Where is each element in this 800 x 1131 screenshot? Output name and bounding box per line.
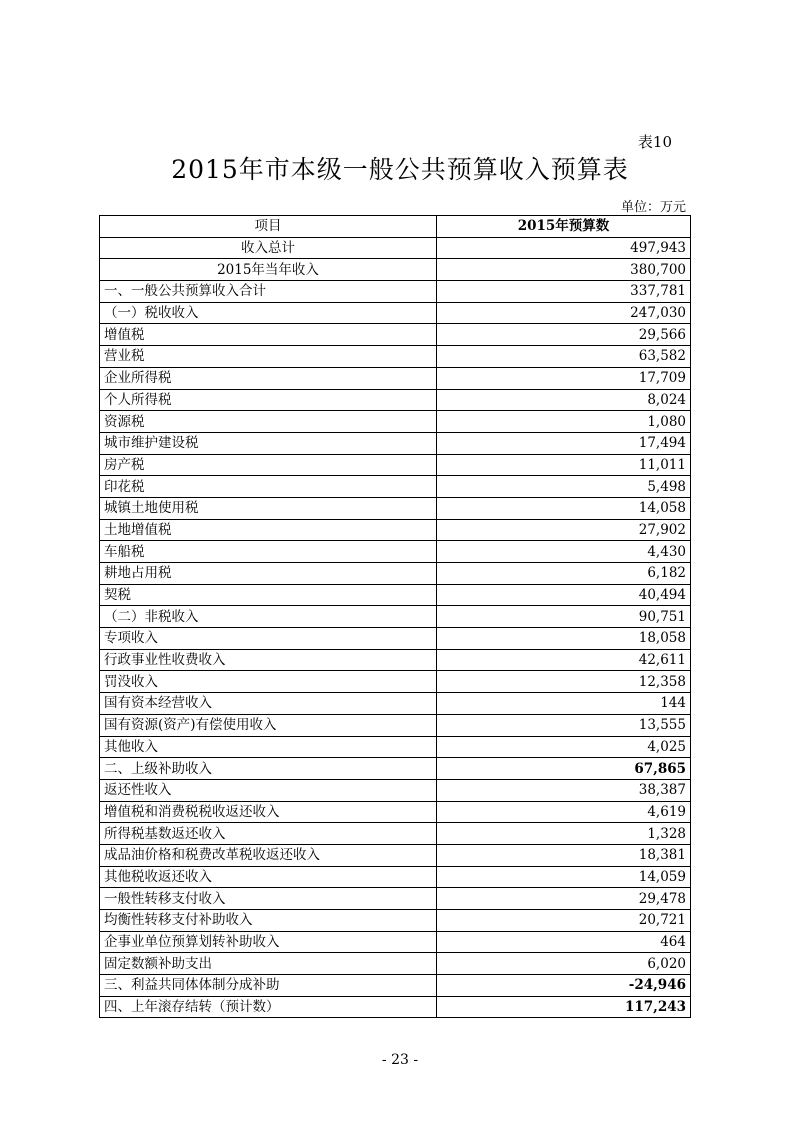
row-label: （二）非税收入 [100,606,437,628]
row-label: 专项收入 [100,628,437,650]
table-row [100,519,691,541]
row-label: 房产税 [100,454,437,476]
table-row [100,671,691,693]
row-value: 4,430 [437,541,691,563]
row-label: 返还性收入 [100,779,437,801]
row-value: -24,946 [437,975,691,997]
row-value: 8,024 [437,389,691,411]
header-budget: 2015年预算数 [437,216,691,238]
row-value: 380,700 [437,259,691,281]
table-row [100,779,691,801]
table-row [100,476,691,498]
row-value: 11,011 [437,454,691,476]
table-row [100,628,691,650]
header-item: 项目 [100,216,437,238]
row-value: 14,059 [437,866,691,888]
row-value: 18,381 [437,844,691,866]
row-value: 20,721 [437,910,691,932]
row-label: 个人所得税 [100,389,437,411]
table-row [100,910,691,932]
row-label: 收入总计 [100,237,437,259]
table-row [100,389,691,411]
row-label: 均衡性转移支付补助收入 [100,910,437,932]
table-row [100,931,691,953]
table-number: 表10 [637,133,672,151]
row-label: 城市维护建设税 [100,432,437,454]
table-row [100,411,691,433]
row-value: 13,555 [437,714,691,736]
row-value: 4,025 [437,736,691,758]
table-row [100,693,691,715]
row-label: 耕地占用税 [100,563,437,585]
row-value: 67,865 [437,758,691,780]
row-label: 增值税和消费税税收返还收入 [100,801,437,823]
row-label: 营业税 [100,346,437,368]
row-label: 2015年当年收入 [100,259,437,281]
row-value: 18,058 [437,628,691,650]
row-label: 固定数额补助支出 [100,953,437,975]
row-label: 增值税 [100,324,437,346]
row-value: 6,020 [437,953,691,975]
row-value: 464 [437,931,691,953]
row-value: 1,328 [437,823,691,845]
table-row [100,649,691,671]
table-row [100,432,691,454]
row-value: 29,566 [437,324,691,346]
row-value: 17,709 [437,367,691,389]
table-row [100,888,691,910]
page-title: 2015年市本级一般公共预算收入预算表 [171,155,629,184]
table-row [100,259,691,281]
table-row [100,563,691,585]
table-row [100,801,691,823]
row-label: 土地增值税 [100,519,437,541]
row-label: 其他收入 [100,736,437,758]
row-label: 一般性转移支付收入 [100,888,437,910]
row-label: 国有资源(资产)有偿使用收入 [100,714,437,736]
table-row [100,302,691,324]
table-row [100,497,691,519]
row-label: 国有资本经营收入 [100,693,437,715]
row-label: 所得税基数返还收入 [100,823,437,845]
table-row [100,975,691,997]
row-value: 17,494 [437,432,691,454]
table-row [100,953,691,975]
row-label: 成品油价格和税费改革税收返还收入 [100,844,437,866]
table-row [100,541,691,563]
row-label: 企事业单位预算划转补助收入 [100,931,437,953]
table-row [100,714,691,736]
row-label: 其他税收返还收入 [100,866,437,888]
row-value: 12,358 [437,671,691,693]
row-label: 城镇土地使用税 [100,497,437,519]
row-value: 1,080 [437,411,691,433]
table-row [100,584,691,606]
row-value: 63,582 [437,346,691,368]
row-value: 247,030 [437,302,691,324]
budget-table [99,215,691,1018]
row-value: 42,611 [437,649,691,671]
row-value: 27,902 [437,519,691,541]
row-label: 行政事业性收费收入 [100,649,437,671]
table-row [100,281,691,303]
page-number: - 23 - [381,1052,419,1068]
row-value: 14,058 [437,497,691,519]
row-value: 4,619 [437,801,691,823]
table-row [100,237,691,259]
row-label: 印花税 [100,476,437,498]
table-row [100,346,691,368]
row-value: 144 [437,693,691,715]
row-label: 车船税 [100,541,437,563]
row-value: 5,498 [437,476,691,498]
row-value: 90,751 [437,606,691,628]
row-label: 三、利益共同体体制分成补助 [100,975,437,997]
table-row [100,367,691,389]
table-row [100,758,691,780]
row-label: 罚没收入 [100,671,437,693]
row-value: 497,943 [437,237,691,259]
row-value: 337,781 [437,281,691,303]
table-row [100,866,691,888]
table-row [100,736,691,758]
table-row [100,454,691,476]
row-label: 一、一般公共预算收入合计 [100,281,437,303]
row-label: 企业所得税 [100,367,437,389]
table-row [100,996,691,1018]
row-value: 29,478 [437,888,691,910]
row-value: 6,182 [437,563,691,585]
row-label: 二、上级补助收入 [100,758,437,780]
table-row [100,606,691,628]
table-header-row [100,216,691,238]
table-row [100,823,691,845]
row-value: 40,494 [437,584,691,606]
unit-label: 单位：万元 [620,200,686,215]
row-value: 117,243 [437,996,691,1018]
row-label: （一）税收收入 [100,302,437,324]
row-label: 资源税 [100,411,437,433]
row-label: 契税 [100,584,437,606]
row-label: 四、上年滚存结转（预计数） [100,996,437,1018]
table-row [100,844,691,866]
row-value: 38,387 [437,779,691,801]
table-row [100,324,691,346]
